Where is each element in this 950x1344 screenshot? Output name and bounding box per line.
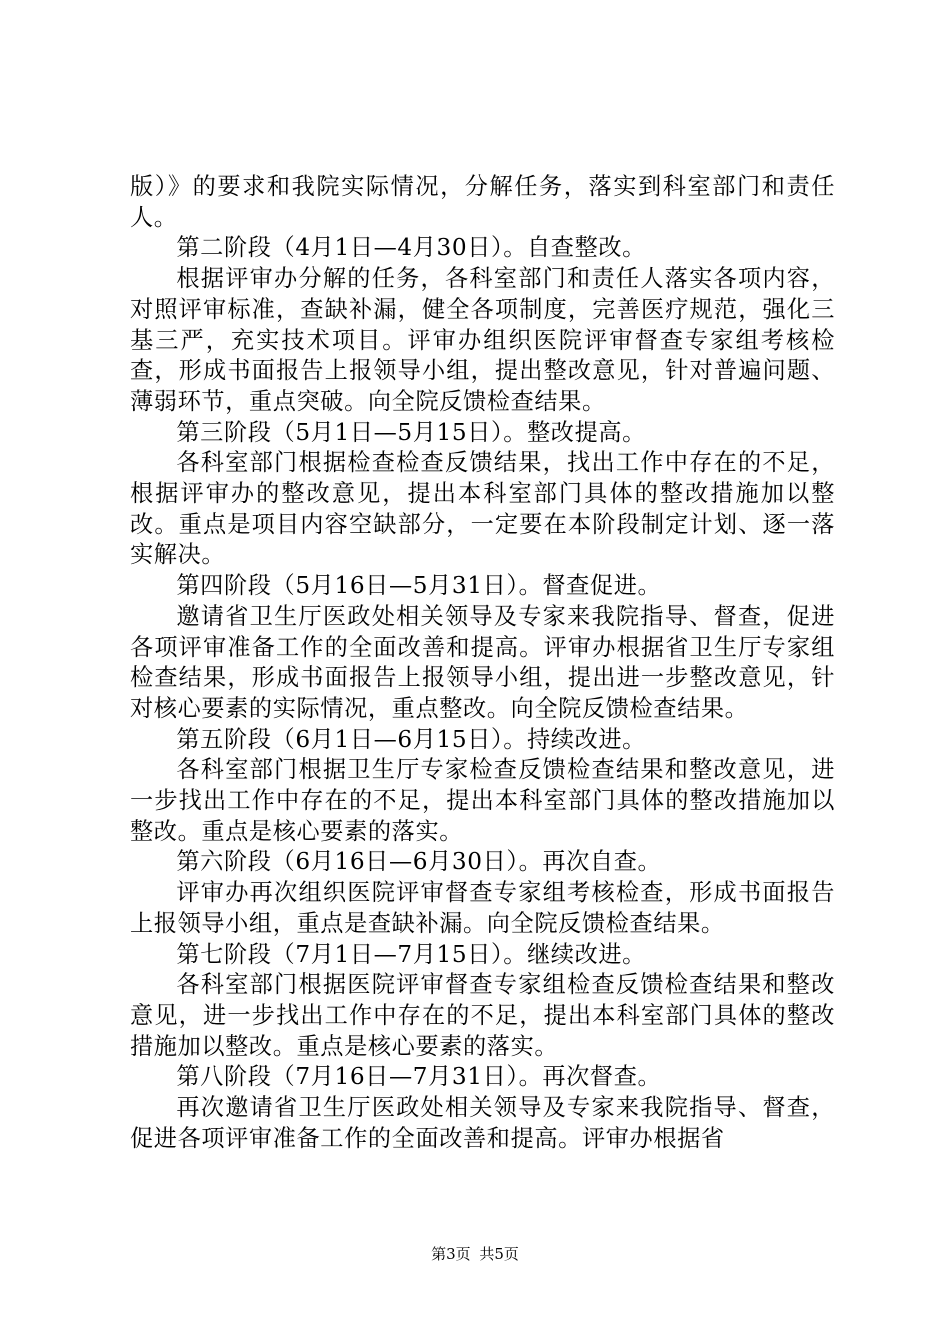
stage-heading-3: 第三阶段（5月1日—5月15日）。整改提高。 [176,418,646,446]
paragraph-continuation: 版）》的要求和我院实际情况，分解任务，落实到科室部门和责任人。 [130,173,835,231]
stage-body-5: 各科室部门根据卫生厅专家检查反馈检查结果和整改意见，进一步找出工作中存在的不足，提出本科室部门具体的整改措施加以整改。重点是核心要素的落实。 [130,756,835,845]
page-number: 第3页 [431,1245,471,1263]
stage-heading-2: 第二阶段（4月1日—4月30日）。自查整改。 [176,234,646,262]
stage-heading-8: 第八阶段（7月16日—7月31日）。再次督查。 [176,1063,662,1091]
stage-body-3: 各科室部门根据检查检查反馈结果，找出工作中存在的不足，根据评审办的整改意见，提出本科室部门具体的整改措施加以整改。重点是项目内容空缺部分，一定要在本阶段制定计划、逐一落实解决。 [130,449,835,569]
stage-heading-5: 第五阶段（6月1日—6月15日）。持续改进。 [176,725,646,753]
stage-body-7: 各科室部门根据医院评审督查专家组检查反馈检查结果和整改意见，进一步找出工作中存在的不足，提出本科室部门具体的整改措施加以整改。重点是核心要素的落实。 [130,971,835,1060]
document-body [130,172,835,1155]
stage-heading-6: 第六阶段（6月16日—6月30日）。再次自查。 [176,848,662,876]
stage-body-2: 根据评审办分解的任务，各科室部门和责任人落实各项内容，对照评审标准，查缺补漏，健全各项制度，完善医疗规范，强化三基三严，充实技术项目。评审办组织医院评审督查专家组考核检查，形成书面报告上报领导小组，提出整改意见，针对普遍问题、薄弱环节，重点突破。向全院反馈检查结果。 [130,265,835,415]
stage-heading-4: 第四阶段（5月16日—5月31日）。督查促进。 [176,572,662,600]
page-footer [0,1243,950,1264]
stage-body-4: 邀请省卫生厅医政处相关领导及专家来我院指导、督查，促进各项评审准备工作的全面改善和提高。评审办根据省卫生厅专家组检查结果，形成书面报告上报领导小组，提出进一步整改意见，针对核心要素的实际情况，重点整改。向全院反馈检查结果。 [130,602,835,722]
stage-heading-7: 第七阶段（7月1日—7月15日）。继续改进。 [176,940,646,968]
stage-body-8: 再次邀请省卫生厅医政处相关领导及专家来我院指导、督查，促进各项评审准备工作的全面改善和提高。评审办根据省 [130,1094,835,1152]
page-total: 共5页 [479,1245,519,1263]
stage-body-6: 评审办再次组织医院评审督查专家组考核检查，形成书面报告上报领导小组，重点是查缺补漏。向全院反馈检查结果。 [130,879,835,937]
